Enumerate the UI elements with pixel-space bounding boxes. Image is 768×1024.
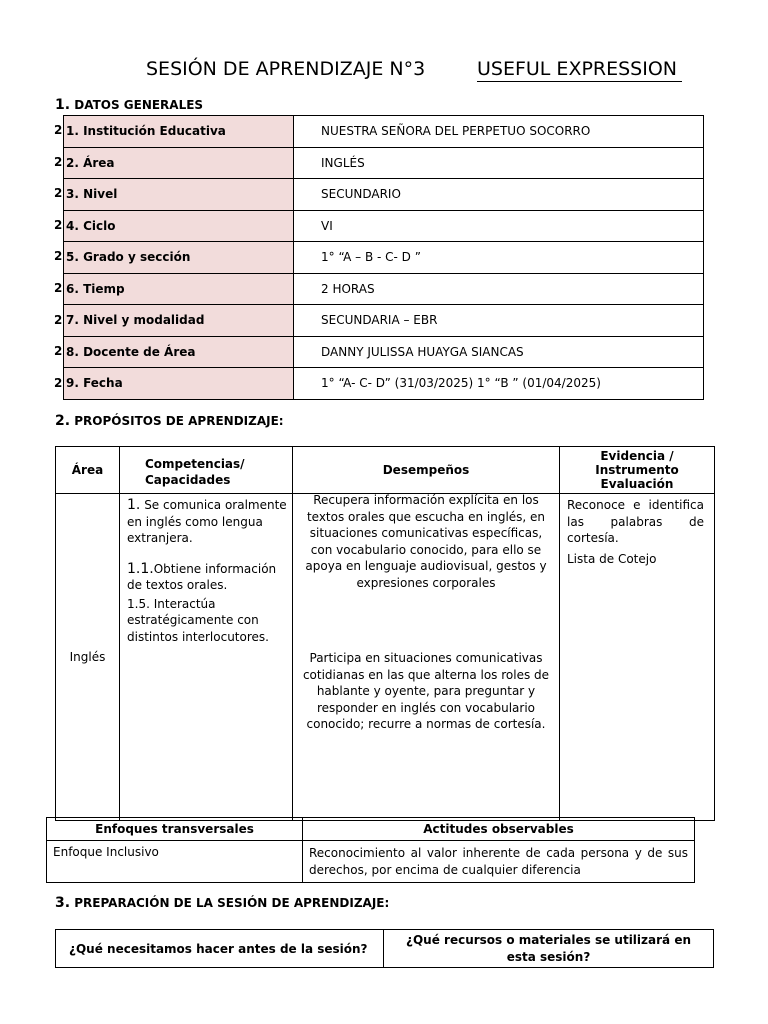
propositos-table: [55, 446, 715, 821]
row-marker: 2: [54, 312, 63, 327]
table-row: [64, 305, 704, 337]
desempeno-2: Participa en situaciones comunicativas cotidianas en las que alterna los roles de hablante y oyente, para preguntar y responder en inglés con vocabulario conocido; recurre a normas de cortesía.: [302, 651, 550, 731]
table-row: [64, 336, 704, 368]
preparacion-table: [55, 929, 714, 968]
label-cell: 1. Institución Educativa: [64, 116, 294, 148]
table-header-row: [56, 930, 714, 968]
table-row: [64, 273, 704, 305]
header-enfoques: Enfoques transversales: [47, 818, 303, 841]
value-cell: NUESTRA SEÑORA DEL PERPETUO SOCORRO: [294, 116, 704, 148]
desempenos-cell: [293, 494, 560, 821]
row-marker: 2: [54, 375, 63, 390]
value-cell: 1° “A- C- D” (31/03/2025) 1° “B ” (01/04/2025): [294, 368, 704, 400]
row-marker: 2: [54, 154, 63, 169]
label-cell: 9. Fecha: [64, 368, 294, 400]
capacidad-1: 1.1.Obtiene información de textos orales.: [127, 560, 277, 592]
evidencia-text: Reconoce e identifica las palabras de cortesía.: [567, 498, 704, 545]
table-row: [47, 841, 695, 883]
value-cell: 2 HORAS: [294, 273, 704, 305]
label-cell: 3. Nivel: [64, 179, 294, 211]
competencia: 1. Se comunica oralmente en inglés como lengua extranjera.: [127, 497, 287, 545]
table-row: [64, 147, 704, 179]
header-competencias: Competencias/ Capacidades: [120, 447, 293, 494]
section3-heading: 3. PREPARACIÓN DE LA SESIÓN DE APRENDIZAJE:: [55, 895, 390, 911]
value-cell: SECUNDARIA – EBR: [294, 305, 704, 337]
label-cell: 5. Grado y sección: [64, 242, 294, 274]
value-cell: INGLÉS: [294, 147, 704, 179]
competencias-cell: [120, 494, 293, 821]
row-marker: 2: [54, 123, 63, 137]
area-cell: [56, 494, 120, 821]
header-desempenos: Desempeños: [293, 447, 560, 494]
enfoques-table: [46, 817, 695, 883]
topic-underline: [477, 81, 682, 82]
header-antes: ¿Qué necesitamos hacer antes de la sesión?: [56, 930, 384, 968]
session-title: SESIÓN DE APRENDIZAJE N°3: [146, 58, 426, 80]
value-cell: 1° “A – B - C- D ”: [294, 242, 704, 274]
value-cell: VI: [294, 210, 704, 242]
header-evidencia: Evidencia / Instrumento Evaluación: [560, 447, 715, 494]
actitud-cell: Reconocimiento al valor inherente de cada persona y de sus derechos, por encima de cualquier diferencia: [303, 841, 695, 883]
value-cell: DANNY JULISSA HUAYGA SIANCAS: [294, 336, 704, 368]
table-row: [64, 242, 704, 274]
header-actitudes: Actitudes observables: [303, 818, 695, 841]
table-header-row: [47, 818, 695, 841]
session-topic: USEFUL EXPRESSION: [477, 58, 678, 80]
header-area: Área: [56, 447, 120, 494]
label-cell: 2. Área: [64, 147, 294, 179]
row-marker: 2: [54, 249, 63, 264]
value-cell: SECUNDARIO: [294, 179, 704, 211]
table-header-row: [56, 447, 715, 494]
instrumento-text: Lista de Cotejo: [567, 551, 657, 566]
label-cell: 6. Tiemp: [64, 273, 294, 305]
area-value: Inglés: [69, 650, 106, 664]
row-marker: 2: [54, 217, 63, 232]
evidencia-cell: [560, 494, 715, 821]
label-cell: 8. Docente de Área: [64, 336, 294, 368]
header-recursos: ¿Qué recursos o materiales se utilizará en esta sesión?: [384, 930, 714, 968]
label-cell: 4. Ciclo: [64, 210, 294, 242]
table-row: [64, 116, 704, 148]
datos-generales-table: [63, 115, 704, 400]
table-row: [64, 368, 704, 400]
table-row: [64, 210, 704, 242]
section2-heading: 2. PROPÓSITOS DE APRENDIZAJE:: [55, 413, 284, 429]
table-row: [64, 179, 704, 211]
table-row: [56, 494, 715, 821]
capacidad-2: 1.5. Interactúa estratégicamente con distintos interlocutores.: [127, 596, 269, 644]
section1-heading: 1. DATOS GENERALES: [55, 97, 204, 113]
row-marker: 2: [54, 344, 63, 359]
row-marker: 2: [54, 186, 63, 201]
desempeno-1: Recupera información explícita en los textos orales que escucha en inglés, en situaciones comunicativas específicas, con vocabulario conocido, para ello se apoya en lenguaje audiovisual, gestos y expresiones corporales: [305, 493, 547, 590]
row-marker: 2: [54, 280, 63, 295]
label-cell: 7. Nivel y modalidad: [64, 305, 294, 337]
enfoque-cell: Enfoque Inclusivo: [47, 841, 303, 883]
